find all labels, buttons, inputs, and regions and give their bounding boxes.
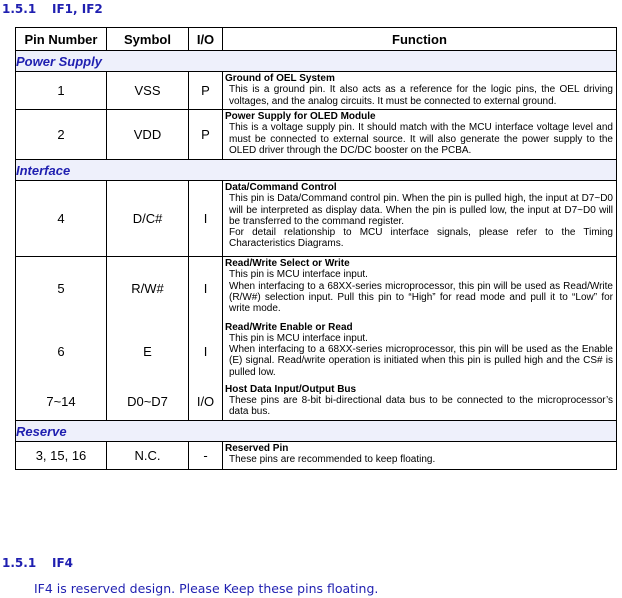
symbol-cell: N.C. — [107, 442, 189, 470]
pin-assignment-table — [15, 27, 617, 470]
io-cell: - — [189, 442, 223, 470]
symbol-cell: R/W# — [107, 257, 189, 321]
function-title: Power Supply for OLED Module — [225, 111, 376, 122]
symbol-cell: D/C# — [107, 181, 189, 257]
header-pin-number: Pin Number — [16, 28, 107, 51]
table-header-row — [16, 28, 617, 51]
section-row-interface — [16, 160, 617, 181]
function-title: Data/Command Control — [225, 182, 337, 193]
function-desc: For detail relationship to MCU interface signals, please refer to the Timing Characteristics Diagrams. — [229, 227, 613, 250]
section-heading-if1-if2 — [2, 2, 103, 16]
section-label-power-supply: Power Supply — [16, 51, 617, 72]
pin-cell: 2 — [16, 110, 107, 160]
function-cell — [223, 181, 617, 257]
section-title: IF4 — [52, 556, 74, 570]
function-cell — [223, 442, 617, 470]
function-cell — [223, 383, 617, 421]
function-title: Read/Write Select or Write — [225, 258, 350, 269]
section-number: 1.5.1 — [2, 556, 37, 570]
section-number: 1.5.1 — [2, 2, 37, 16]
function-desc: This pin is MCU interface input. — [229, 269, 368, 281]
function-title: Read/Write Enable or Read — [225, 321, 353, 333]
header-function: Function — [223, 28, 617, 51]
pin-cell: 3, 15, 16 — [16, 442, 107, 470]
header-io: I/O — [189, 28, 223, 51]
table-row — [16, 383, 617, 421]
function-cell — [223, 321, 617, 383]
function-cell — [223, 257, 617, 321]
function-title: Reserved Pin — [225, 443, 289, 454]
table-row — [16, 181, 617, 257]
if4-note: IF4 is reserved design. Please Keep these pins floating. — [34, 581, 379, 596]
section-label-reserve: Reserve — [16, 421, 617, 442]
function-desc: When interfacing to a 68XX-series microprocessor, this pin will be used as Read/Write (R/W#) selection input. Pull this pin to “High” for read mode and pull it to “Low” for write mode. — [229, 280, 613, 315]
pin-cell: 4 — [16, 181, 107, 257]
table-row — [16, 110, 617, 160]
function-desc: This pin is Data/Command control pin. When the pin is pulled high, the input at D7~D0 will be interpreted as display data. When the pin is pulled low, the input at D7~D0 will be transferred to the command register. — [229, 193, 613, 227]
function-desc: These pins are recommended to keep floating. — [229, 454, 436, 466]
table-row — [16, 257, 617, 321]
io-cell: I — [189, 257, 223, 321]
function-desc: This is a voltage supply pin. It should match with the MCU interface voltage level and must be connected to external source. It will also generate the power supply to the OLED driver through the DC/DC booster on the PCBA. — [229, 122, 613, 156]
function-cell — [223, 72, 617, 110]
pin-cell: 6 — [16, 321, 107, 383]
table-row — [16, 72, 617, 110]
pin-cell: 5 — [16, 257, 107, 321]
io-cell: I/O — [189, 383, 223, 421]
function-desc: When interfacing to a 68XX-series microprocessor, this pin will be used as the Enable (E) signal. Read/write operation is initiated when this pin is pulled high and the CS# is pulled low. — [229, 344, 613, 378]
symbol-cell: VSS — [107, 72, 189, 110]
function-cell — [223, 110, 617, 160]
function-desc: This pin is MCU interface input. — [229, 332, 368, 344]
symbol-cell: E — [107, 321, 189, 383]
section-row-power-supply — [16, 51, 617, 72]
symbol-cell: D0~D7 — [107, 383, 189, 421]
section-label-interface: Interface — [16, 160, 617, 181]
section-heading-if4 — [2, 556, 73, 570]
table-row — [16, 321, 617, 383]
table-row — [16, 442, 617, 470]
function-title: Ground of OEL System — [225, 73, 335, 84]
function-desc: These pins are 8-bit bi-directional data bus to be connected to the microprocessor’s data bus. — [229, 394, 613, 418]
io-cell: I — [189, 321, 223, 383]
io-cell: P — [189, 72, 223, 110]
function-title: Host Data Input/Output Bus — [225, 383, 357, 395]
pin-cell: 1 — [16, 72, 107, 110]
io-cell: I — [189, 181, 223, 257]
symbol-cell: VDD — [107, 110, 189, 160]
io-cell: P — [189, 110, 223, 160]
pin-cell: 7~14 — [16, 383, 107, 421]
header-symbol: Symbol — [107, 28, 189, 51]
section-row-reserve — [16, 421, 617, 442]
section-title: IF1, IF2 — [52, 2, 103, 16]
function-desc: This is a ground pin. It also acts as a reference for the logic pins, the OEL driving voltages, and the analog circuits. It must be connected to external ground. — [229, 84, 613, 107]
